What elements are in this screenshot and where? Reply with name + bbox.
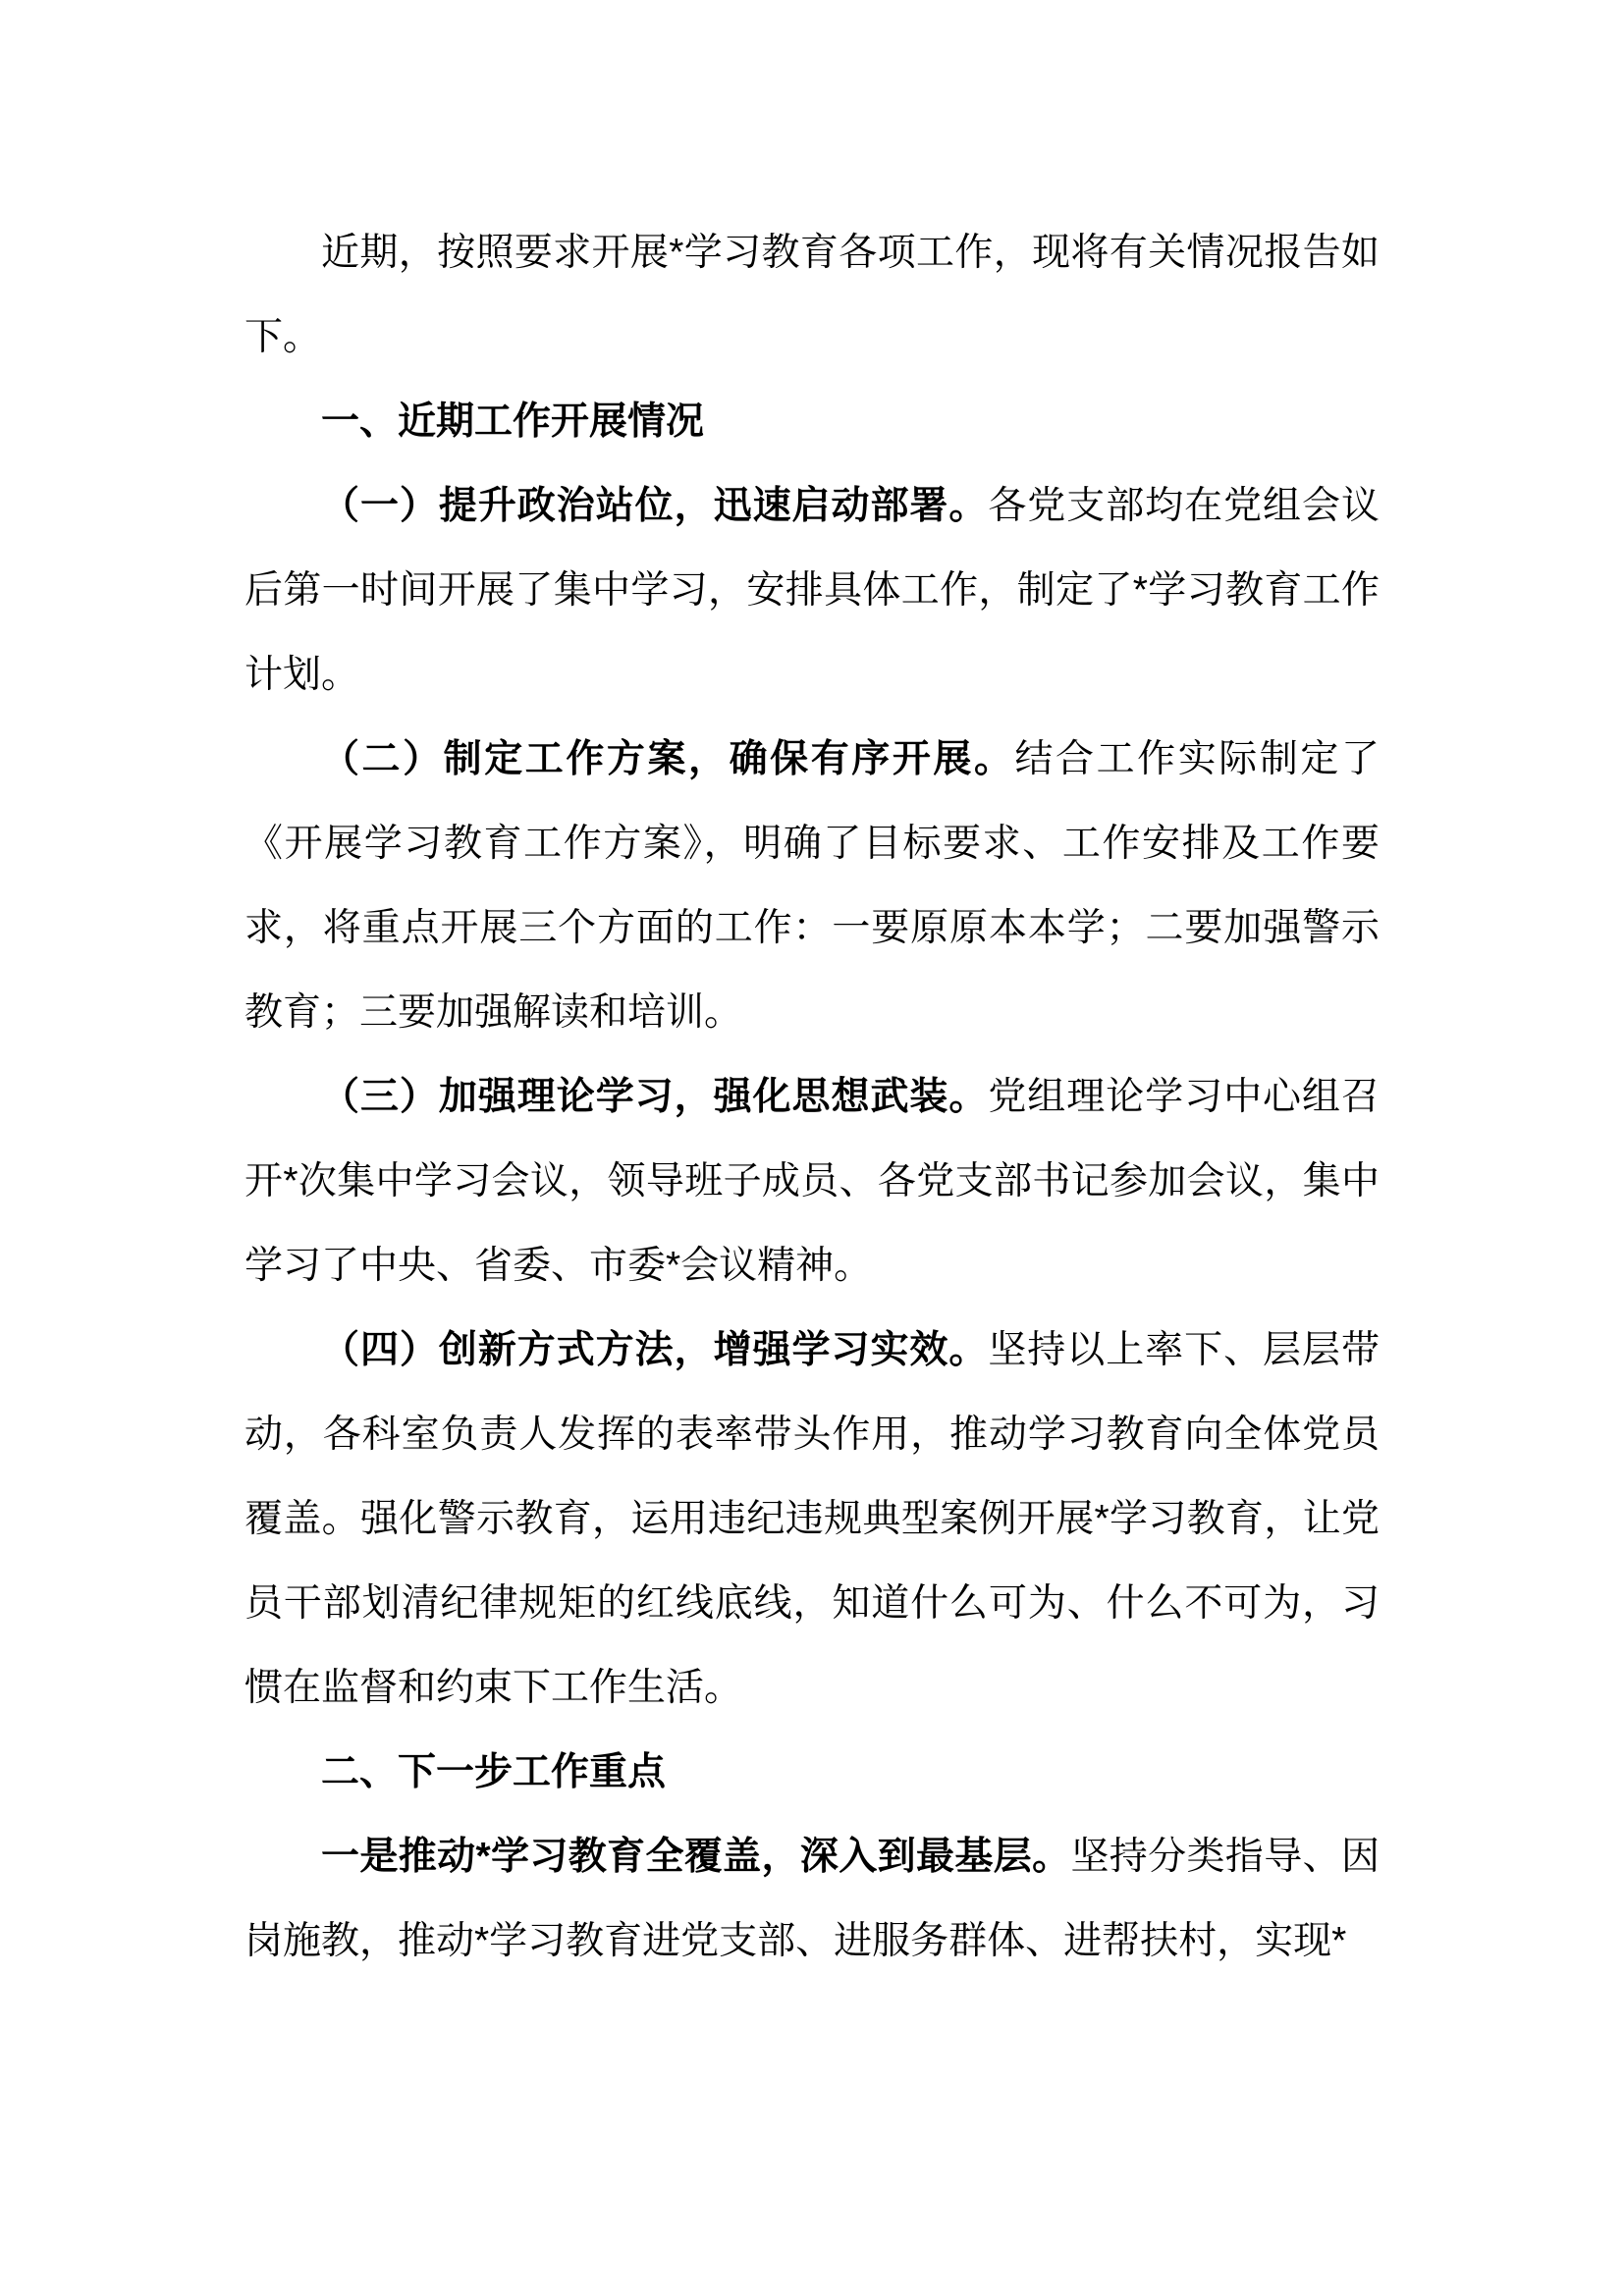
paragraph-item-3: [244, 1055, 1380, 1308]
paragraph-item-1: [244, 464, 1380, 718]
intro-paragraph: [244, 211, 1380, 380]
paragraph-1-lead: （一）提升政治站位，迅速启动部署。: [321, 485, 989, 527]
paragraph-2-lead: （二）制定工作方案，确保有序开展。: [321, 738, 1015, 780]
section-heading-next-steps: 二、下一步工作重点: [321, 1751, 667, 1793]
paragraph-2-body: 结合工作实际制定了《开展学习教育工作方案》，明确了目标要求、工作安排及工作要求，将重点开展三个方面的工作：一要原原本本学；二要加强警示教育；三要加强解读和培训。: [244, 738, 1380, 1034]
paragraph-1-body: 各党支部均在党组会议后第一时间开展了集中学习，安排具体工作，制定了*学习教育工作计划。: [244, 485, 1380, 696]
paragraph-next-1-body: 坚持分类指导、因岗施教，推动*学习教育进党支部、进服务群体、进帮扶村，实现*: [244, 1836, 1380, 1962]
section-heading-recent-work: 一、近期工作开展情况: [321, 400, 705, 443]
paragraph-item-2: [244, 718, 1380, 1055]
paragraph-item-4: [244, 1308, 1380, 1731]
paragraph-3-lead: （三）加强理论学习，强化思想武装。: [321, 1076, 989, 1118]
intro-text: 近期，按照要求开展*学习教育各项工作，现将有关情况报告如下。: [244, 232, 1380, 358]
paragraph-3-body: 党组理论学习中心组召开*次集中学习会议，领导班子成员、各党支部书记参加会议，集中学习了中央、省委、市委*会议精神。: [244, 1076, 1380, 1287]
paragraph-next-1-lead: 一是推动*学习教育全覆盖，深入到最基层。: [321, 1836, 1071, 1878]
paragraph-4-lead: （四）创新方式方法，增强学习实效。: [321, 1329, 989, 1371]
paragraph-next-step-1: [244, 1815, 1380, 1984]
paragraph-4-body: 坚持以上率下、层层带动，各科室负责人发挥的表率带头作用，推动学习教育向全体党员覆盖。强化警示教育，运用违纪违规典型案例开展*学习教育，让党员干部划清纪律规矩的红线底线，知道什么可为、什么不可为，习惯在监督和约束下工作生活。: [244, 1329, 1380, 1709]
